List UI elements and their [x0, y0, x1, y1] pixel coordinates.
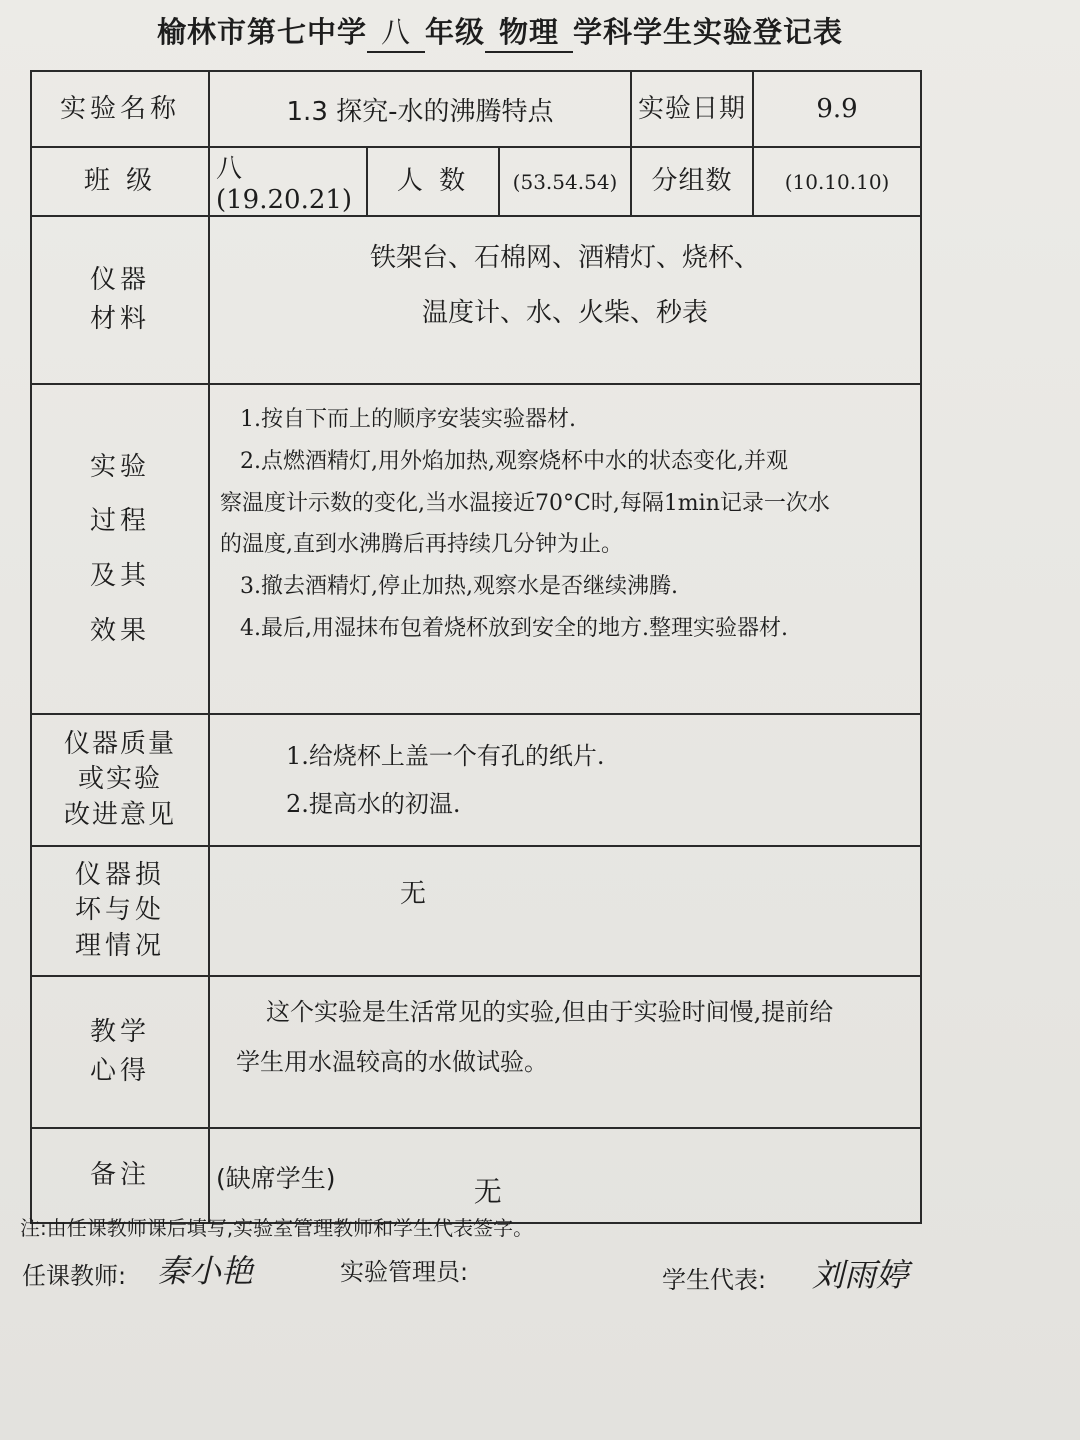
reflection-line2: 学生用水温较高的水做试验。 — [236, 1048, 548, 1077]
row-experiment-name — [31, 71, 921, 147]
count-value: (53.54.54) — [499, 147, 631, 216]
row-remarks — [31, 1128, 921, 1223]
damage-label — [31, 846, 209, 976]
damage-label-line1: 仪器损 — [74, 860, 165, 891]
process-label-line3: 及其 — [89, 561, 150, 591]
process-step: 察温度计示数的变化,当水温接近70°C时,每隔1min记录一次水 — [220, 490, 830, 516]
class-label: 班 级 — [31, 147, 209, 216]
reflection-value — [209, 976, 921, 1128]
row-damage — [31, 846, 921, 976]
improvement-label-line1: 仪器质量 — [63, 729, 176, 760]
reflection-line1: 这个实验是生活常见的实验,但由于实验时间慢,提前给 — [266, 998, 834, 1026]
reflection-label — [31, 976, 209, 1128]
row-reflection — [31, 976, 921, 1128]
count-label: 人 数 — [367, 147, 499, 216]
process-step: 2.点燃酒精灯,用外焰加热,观察烧杯中水的状态变化,并观 — [240, 448, 788, 474]
experiment-date-value: 9.9 — [753, 71, 921, 147]
materials-line2: 温度计、水、火柴、秒表 — [422, 297, 709, 328]
row-improvement — [31, 714, 921, 846]
remarks-value — [209, 1128, 921, 1223]
damage-value: 无 — [209, 846, 921, 976]
improvement-label-line2: 或实验 — [77, 764, 162, 795]
process-label — [31, 384, 209, 714]
process-step: 1.按自下而上的顺序安装实验器材. — [240, 407, 576, 432]
improvement-label — [31, 714, 209, 846]
improvement-value — [209, 714, 921, 846]
footer-note: 注:由任课教师课后填写,实验室管理教师和学生代表签字。 — [20, 1216, 534, 1240]
title-school: 榆林市第七中学 — [156, 15, 367, 49]
absent-students-label: (缺席学生) — [216, 1163, 336, 1193]
student-rep-label: 学生代表: — [662, 1266, 767, 1294]
title-subject: 物理 — [485, 10, 573, 53]
row-materials — [31, 216, 921, 384]
experiment-date-label: 实验日期 — [631, 71, 753, 147]
absent-students-value: 无 — [473, 1174, 502, 1208]
process-label-line4: 效果 — [89, 615, 150, 646]
experiment-name-value: 1.3 探究-水的沸腾特点 — [209, 71, 631, 147]
materials-label-line2: 材料 — [89, 304, 150, 334]
admin-label: 实验管理员: — [340, 1258, 469, 1286]
process-step: 3.撤去酒精灯,停止加热,观察水是否继续沸腾. — [240, 574, 678, 600]
registration-table — [30, 70, 922, 1224]
materials-label — [31, 216, 209, 384]
improvement-line1: 1.给烧杯上盖一个有孔的纸片. — [286, 742, 605, 770]
title-grade: 八 — [367, 10, 425, 53]
title-suffix: 学科学生实验登记表 — [573, 15, 844, 49]
class-value: 八 (19.20.21) — [209, 147, 367, 216]
student-rep-signature: 刘雨婷 — [812, 1256, 909, 1294]
page-title — [0, 10, 1000, 53]
damage-label-line3: 理情况 — [74, 930, 165, 961]
reflection-label-line2: 心得 — [89, 1056, 150, 1086]
process-step: 的温度,直到水沸腾后再持续几分钟为止。 — [220, 532, 623, 558]
improvement-label-line3: 改进意见 — [63, 799, 176, 830]
process-value — [209, 384, 921, 714]
remarks-label: 备注 — [31, 1128, 209, 1223]
groups-value: (10.10.10) — [753, 147, 921, 216]
teacher-signature: 秦小艳 — [157, 1252, 254, 1290]
experiment-name-label: 实验名称 — [31, 71, 209, 147]
materials-label-line1: 仪器 — [89, 265, 150, 295]
process-label-line1: 实验 — [89, 451, 150, 482]
materials-value — [209, 216, 921, 384]
groups-label: 分组数 — [631, 147, 753, 216]
title-grade-suffix: 年级 — [424, 15, 485, 49]
materials-line1: 铁架台、石棉网、酒精灯、烧杯、 — [370, 243, 761, 273]
row-process — [31, 384, 921, 714]
reflection-label-line1: 教学 — [89, 1017, 150, 1047]
process-step: 4.最后,用湿抹布包着烧杯放到安全的地方.整理实验器材. — [240, 615, 788, 641]
teacher-label: 任课教师: — [22, 1262, 127, 1290]
row-class — [31, 147, 921, 216]
process-label-line2: 过程 — [89, 506, 150, 537]
damage-label-line2: 坏与处 — [74, 895, 165, 926]
improvement-line2: 2.提高水的初温. — [286, 790, 461, 818]
